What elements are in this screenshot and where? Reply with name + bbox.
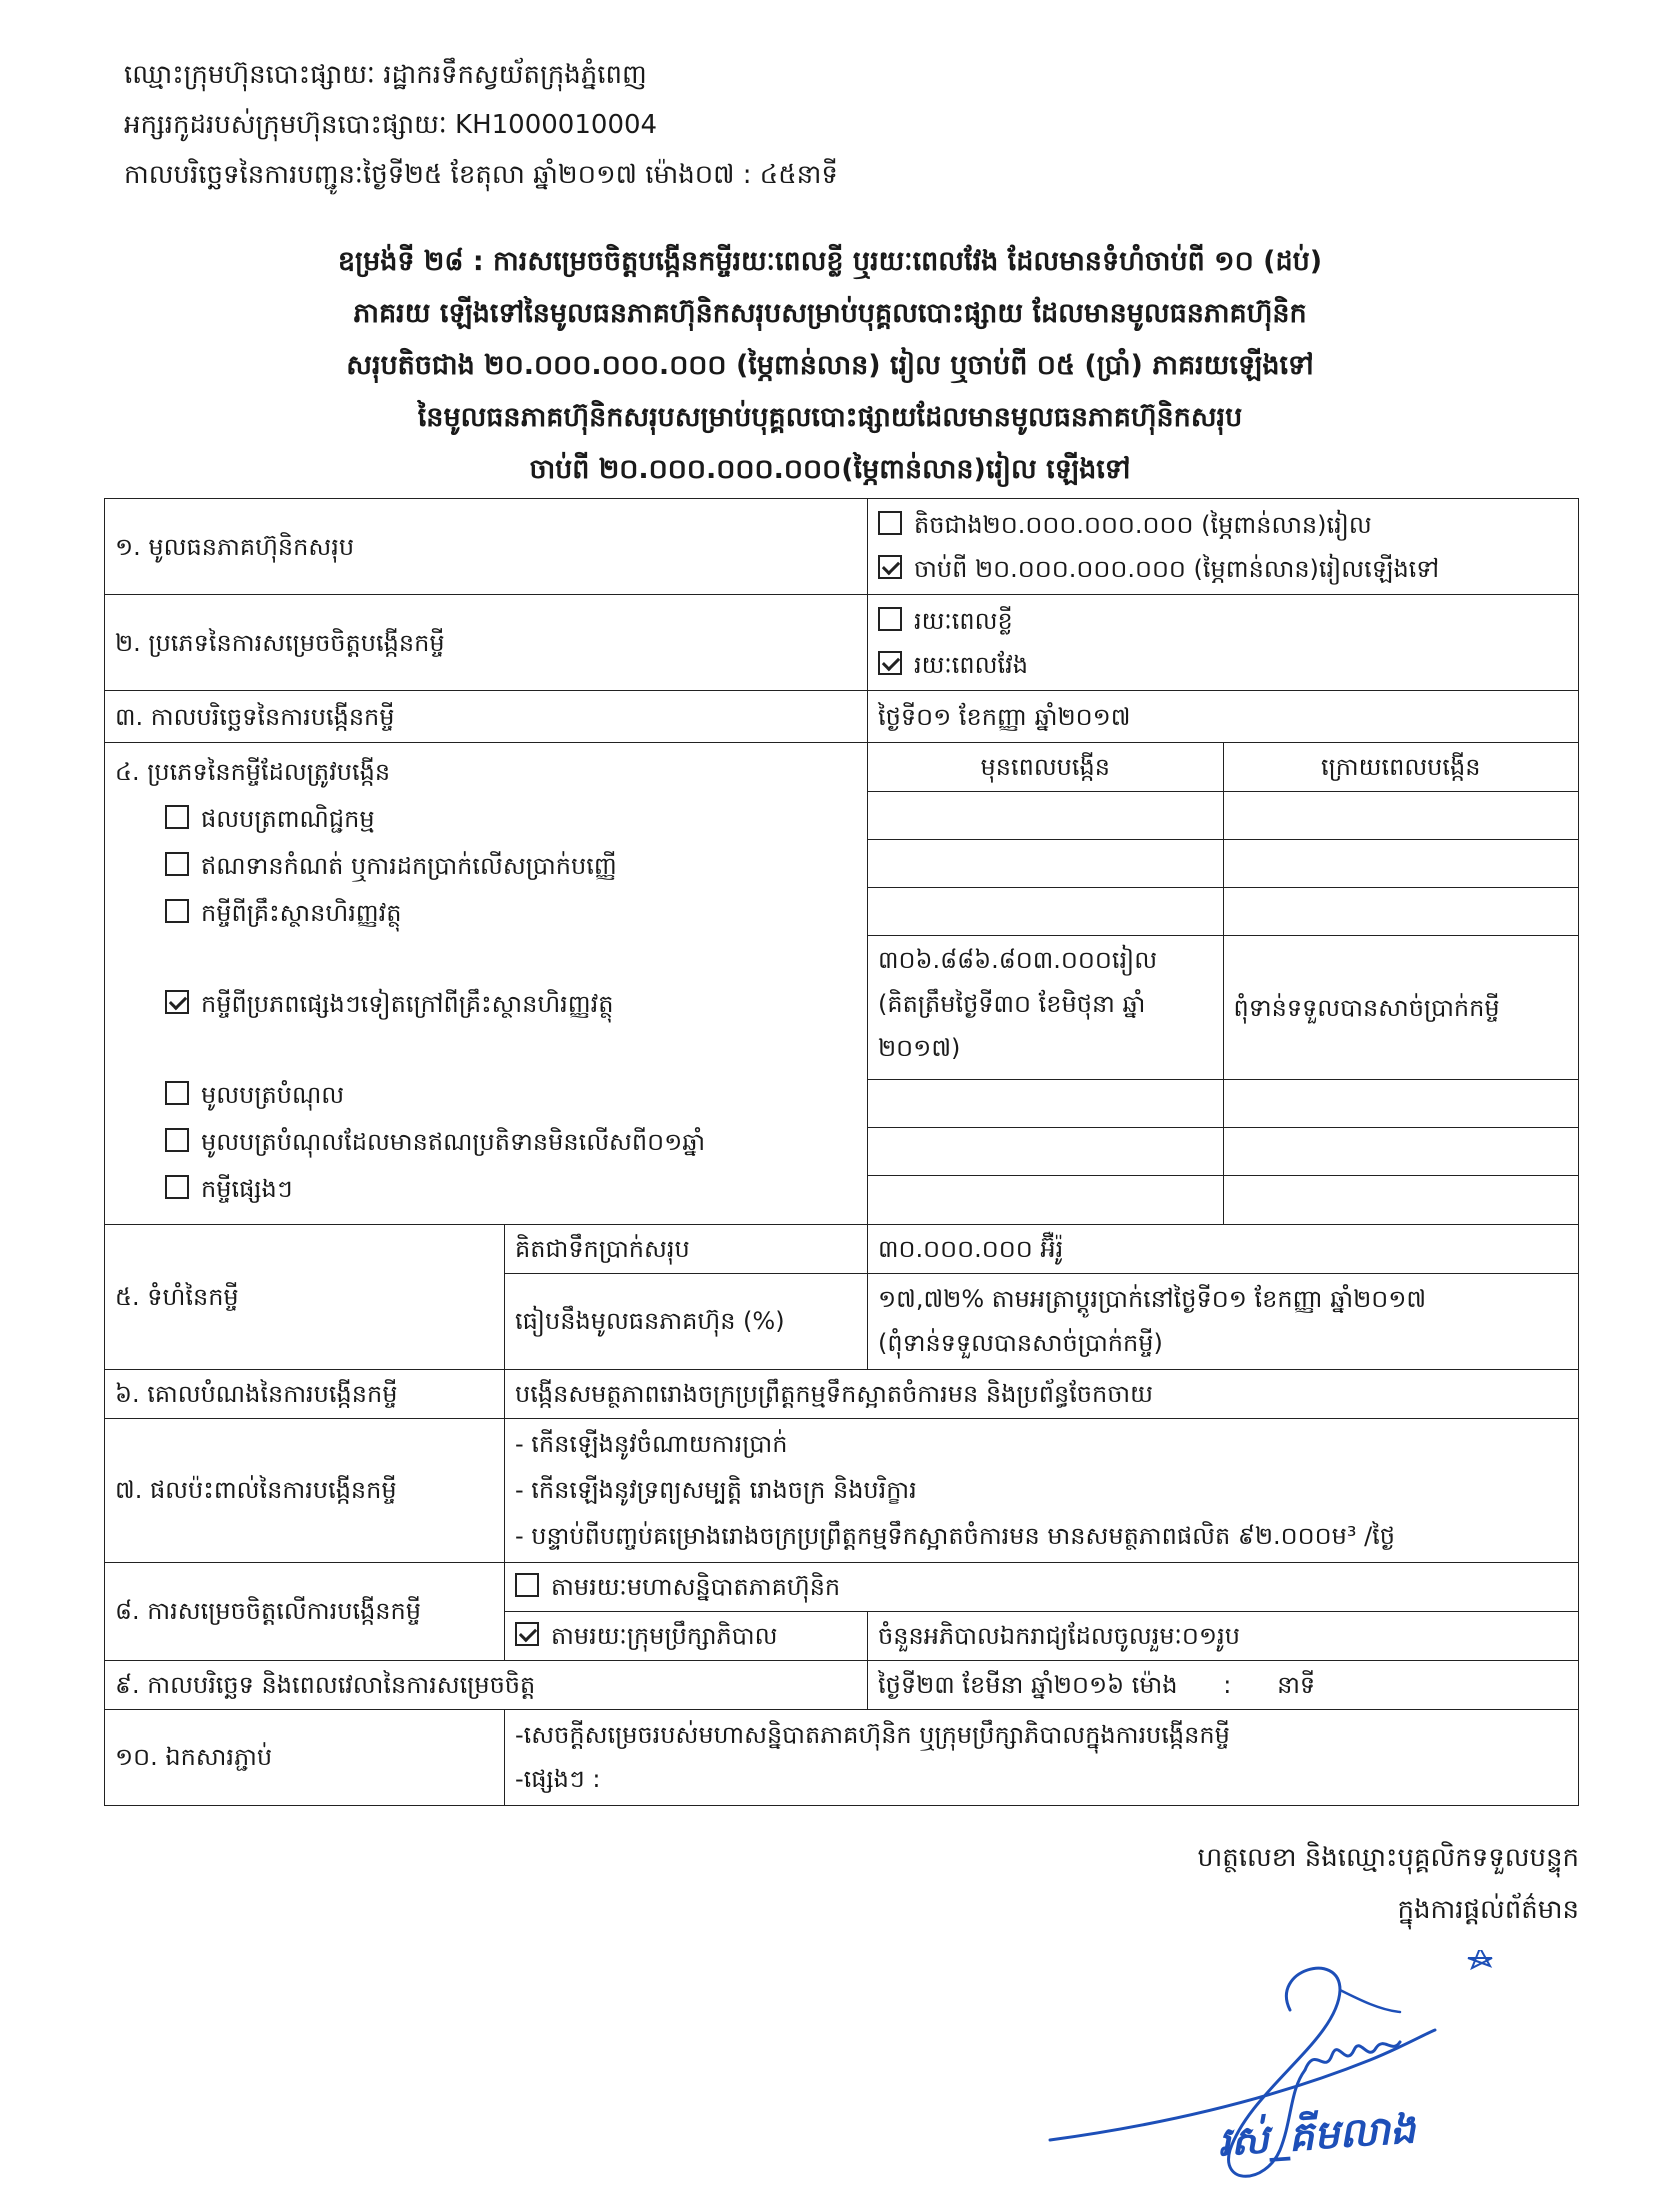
option-credit-line[interactable] <box>165 843 857 890</box>
impact-line: - កើនឡើងនូវចំណាយការប្រាក់ <box>515 1430 788 1458</box>
option-label: រយៈពេលខ្លី <box>914 606 1013 635</box>
option-other-source-loan[interactable] <box>165 981 857 1028</box>
col-before-header: មុនពេលបង្កើន <box>868 743 1223 792</box>
option-bank-loan[interactable] <box>165 890 857 937</box>
attachment-line: -សេចក្តីសម្រេចរបស់មហាសន្និបាតភាគហ៊ុនិក ឬក្រុមប្រឹក្សាភិបាលក្នុងការបង្កើនកម្ចី <box>515 1721 1230 1749</box>
row5-sub1-label: គិតជាទឹកប្រាក់សរុប <box>505 1224 868 1273</box>
row3-value: ថ្ងៃទី០១ ខែកញ្ញា ឆ្នាំ២០១៧ <box>868 691 1579 743</box>
col-after-header: ក្រោយពេលបង្កើន <box>1223 743 1578 792</box>
cell-empty <box>1223 1080 1578 1128</box>
cell-empty <box>868 888 1223 936</box>
option-label: កម្ចីពីប្រភពផ្សេងៗទៀតក្រៅពីគ្រឹះស្ថានហិរញ្ញវត្ថុ <box>201 990 614 1018</box>
checkbox[interactable] <box>165 1175 189 1199</box>
checkbox[interactable] <box>878 511 902 535</box>
title-line: ចាប់ពី ២០.០០០.០០០.០០០(ម្ភៃពាន់លាន)រៀល ឡើងទៅ <box>529 454 1131 485</box>
row5-sub1-value: ៣០.០០០.០០០ អ៊ឺរ៉ូ <box>868 1224 1579 1273</box>
before-year: ២០១៧) <box>878 1034 961 1062</box>
option-other-loan[interactable] <box>165 1166 857 1213</box>
checkbox-checked[interactable] <box>165 990 189 1014</box>
company-code: អក្សរកូដរបស់ក្រុមហ៊ុនបោះផ្សាយៈ KH1000010004 <box>124 110 658 140</box>
row-loan-size-1 <box>105 1224 1579 1273</box>
cell-empty <box>868 1080 1223 1128</box>
row4-option-list <box>115 796 857 1213</box>
option-board[interactable] <box>505 1611 868 1660</box>
row9-value: ថ្ងៃទី២៣ ខែមីនា ឆ្នាំ២០១៦ ម៉ោង : នាទី <box>868 1660 1579 1709</box>
option-from-20b[interactable] <box>878 547 1568 591</box>
cell-empty <box>868 792 1223 840</box>
signature-caption-line: ក្នុងការផ្តល់ព័ត៌មាន <box>1397 1895 1579 1925</box>
signatory-name: រស់_គីមលាង <box>1216 2106 1417 2166</box>
row8-detail: ចំនួនអភិបាលឯករាជ្យដែលចូលរួមៈ០១រូប <box>868 1611 1579 1660</box>
row-impact <box>105 1418 1579 1562</box>
row7-value <box>505 1418 1579 1562</box>
option-less-than-20b[interactable] <box>878 503 1568 547</box>
checkbox[interactable] <box>165 1081 189 1105</box>
signature-caption <box>1197 1832 1579 1936</box>
option-label: តាមរយៈក្រុមប្រឹក្សាភិបាល <box>551 1621 778 1650</box>
submission-date: កាលបរិច្ឆេទនៃការបញ្ជូនៈថ្ងៃទី២៥ ខែតុលា ឆ្នាំ២០១៧ ម៉ោង០៧ : ៤៥នាទី <box>124 160 838 190</box>
option-shareholders-meeting[interactable] <box>505 1562 1579 1611</box>
cell-empty <box>1223 1176 1578 1224</box>
before-after-grid <box>868 743 1578 1224</box>
row-loan-type <box>105 595 1579 691</box>
cell-empty <box>1223 840 1578 888</box>
row1-options <box>868 499 1579 595</box>
option-label: កម្ចីពីគ្រឹះស្ថានហិរញ្ញវត្ថុ <box>201 899 402 927</box>
title-line: ភាគរយ ឡើងទៅនៃមូលធនភាគហ៊ុនិកសរុបសម្រាប់បុគ្គលបោះផ្សាយ ដែលមានមូលធនភាគហ៊ុនិក <box>353 298 1307 329</box>
row2-label: ២. ប្រភេទនៃការសម្រេចចិត្តបង្កើនកម្ចី <box>105 595 868 691</box>
checkbox-checked[interactable] <box>515 1622 539 1646</box>
option-long-term[interactable] <box>878 643 1568 687</box>
company-name: ឈ្មោះក្រុមហ៊ុនបោះផ្សាយៈ រដ្ឋាករទឹកស្វយ័តក្រុងភ្នំពេញ <box>124 60 647 90</box>
row4-right <box>868 743 1579 1225</box>
row4-left <box>105 743 868 1225</box>
impact-line: - កើនឡើងនូវទ្រព្យសម្បត្តិ រោងចក្រ និងបរិក្ខារ <box>515 1476 917 1504</box>
option-commercial-paper[interactable] <box>165 796 857 843</box>
checkbox[interactable] <box>165 1128 189 1152</box>
option-label: ឥណទានកំណត់ ឬការដកប្រាក់លើសប្រាក់បញ្ញើ <box>201 852 617 880</box>
checkbox[interactable] <box>878 607 902 631</box>
document-header <box>124 50 838 200</box>
impact-line: - បន្ទាប់ពីបញ្ចប់គម្រោងរោងចក្រប្រព្រឹត្តកម្មទឹកស្អាតចំការមន មានសមត្ថភាពផលិត ៩២.០០០ម³ /ថ្ងៃ <box>515 1522 1396 1550</box>
checkbox-checked[interactable] <box>878 555 902 579</box>
signature-caption-line: ហត្ថលេខា និងឈ្មោះបុគ្គលិកទទួលបន្ទុក <box>1197 1843 1579 1873</box>
row5-sub2-value <box>868 1273 1579 1369</box>
cell-empty <box>1223 1128 1578 1176</box>
checkbox[interactable] <box>515 1573 539 1597</box>
row-loan-date <box>105 691 1579 743</box>
ratio-note: (ពុំទាន់ទទួលបានសាច់ប្រាក់កម្ចី) <box>878 1329 1163 1357</box>
option-label: រយៈពេលវែង <box>914 650 1028 679</box>
title-line: សរុបតិចជាង ២០.០០០.០០០.០០០ (ម្ភៃពាន់លាន) រៀល ឬចាប់ពី ០៥ (ប្រាំ) ភាគរយឡើងទៅ <box>346 350 1314 381</box>
row-decision-1 <box>105 1562 1579 1611</box>
row10-label: ១០. ឯកសារភ្ជាប់ <box>105 1709 505 1805</box>
row9-label: ៩. កាលបរិច្ឆេទ និងពេលវេលានៃការសម្រេចចិត្ត <box>105 1660 868 1709</box>
ratio-value: ១៧,៧២% តាមអត្រាប្តូរប្រាក់នៅថ្ងៃទី០១ ខែកញ្ញា ឆ្នាំ២០១៧ <box>878 1285 1427 1313</box>
option-label: មូលបត្របំណុល <box>201 1081 345 1109</box>
option-bond[interactable] <box>165 1072 857 1119</box>
row-decision-date <box>105 1660 1579 1709</box>
checkbox[interactable] <box>165 805 189 829</box>
disclosure-form-table <box>104 498 1579 1806</box>
cell-empty <box>1223 792 1578 840</box>
form-title <box>100 236 1560 496</box>
row4-label: ៤. ប្រភេទនៃកម្ចីដែលត្រូវបង្កើន <box>115 758 391 786</box>
cell-empty <box>1223 888 1578 936</box>
row-attachments <box>105 1709 1579 1805</box>
row6-value: បង្កើនសមត្ថភាពរោងចក្រប្រព្រឹត្តកម្មទឹកស្អាតចំការមន និងប្រព័ន្ធចែកចាយ <box>505 1369 1579 1418</box>
checkbox-checked[interactable] <box>878 651 902 675</box>
row-loan-category <box>105 743 1579 1225</box>
title-line: ឧម្រង់ទី ២៨ : ការសម្រេចចិត្តបង្កើនកម្ចីរយៈពេលខ្លី ឬរយៈពេលវែង ដែលមានទំហំចាប់ពី ១០ (ដប់) <box>337 246 1323 277</box>
row1-label: ១. មូលធនភាគហ៊ុនិកសរុប <box>105 499 868 595</box>
before-amount: ៣០៦.៨៨៦.៨០៣.០០០រៀល <box>878 946 1158 974</box>
after-value: ពុំទាន់ទទួលបានសាច់ប្រាក់កម្ចី <box>1223 936 1578 1080</box>
option-label: កម្ចីផ្សេងៗ <box>201 1175 293 1203</box>
before-asof: (គិតត្រឹមថ្ងៃទី៣០ ខែមិថុនា ឆ្នាំ <box>878 990 1146 1018</box>
row5-sub2-label: ធៀបនឹងមូលធនភាគហ៊ុន (%) <box>505 1273 868 1369</box>
cell-empty <box>868 1176 1223 1224</box>
row5-label: ៥. ទំហំនៃកម្ចី <box>105 1224 505 1369</box>
row-total-capital <box>105 499 1579 595</box>
cell-empty <box>868 1128 1223 1176</box>
option-label: តាមរយៈមហាសន្និបាតភាគហ៊ុនិក <box>551 1572 841 1601</box>
title-line: នៃមូលធនភាគហ៊ុនិកសរុបសម្រាប់បុគ្គលបោះផ្សាយដែលមានមូលធនភាគហ៊ុនិកសរុប <box>417 402 1243 433</box>
row8-label: ៨. ការសម្រេចចិត្តលើការបង្កើនកម្ចី <box>105 1562 505 1660</box>
row3-label: ៣. កាលបរិច្ឆេទនៃការបង្កើនកម្ចី <box>105 691 868 743</box>
row7-label: ៧. ផលប៉ះពាល់នៃការបង្កើនកម្ចី <box>105 1418 505 1562</box>
checkbox[interactable] <box>165 899 189 923</box>
row-purpose <box>105 1369 1579 1418</box>
cell-empty <box>868 840 1223 888</box>
option-label: តិចជាង២០.០០០.០០០.០០០ (ម្ភៃពាន់លាន)រៀល <box>914 510 1372 539</box>
row6-label: ៦. គោលបំណងនៃការបង្កើនកម្ចី <box>105 1369 505 1418</box>
before-value <box>868 936 1223 1080</box>
option-label: ផលបត្រពាណិជ្ជកម្ម <box>201 805 375 833</box>
attachment-line: -ផ្សេងៗ : <box>515 1765 601 1793</box>
option-label: ចាប់ពី ២០.០០០.០០០.០០០ (ម្ភៃពាន់លាន)រៀលឡើងទៅ <box>914 554 1440 583</box>
option-label: មូលបត្របំណុលដែលមានឥណប្រតិទានមិនលើសពី០១ឆ្នាំ <box>201 1128 706 1156</box>
row10-value <box>505 1709 1579 1805</box>
checkbox[interactable] <box>165 852 189 876</box>
row2-options <box>868 595 1579 691</box>
option-short-term[interactable] <box>878 599 1568 643</box>
option-short-bond[interactable] <box>165 1119 857 1166</box>
